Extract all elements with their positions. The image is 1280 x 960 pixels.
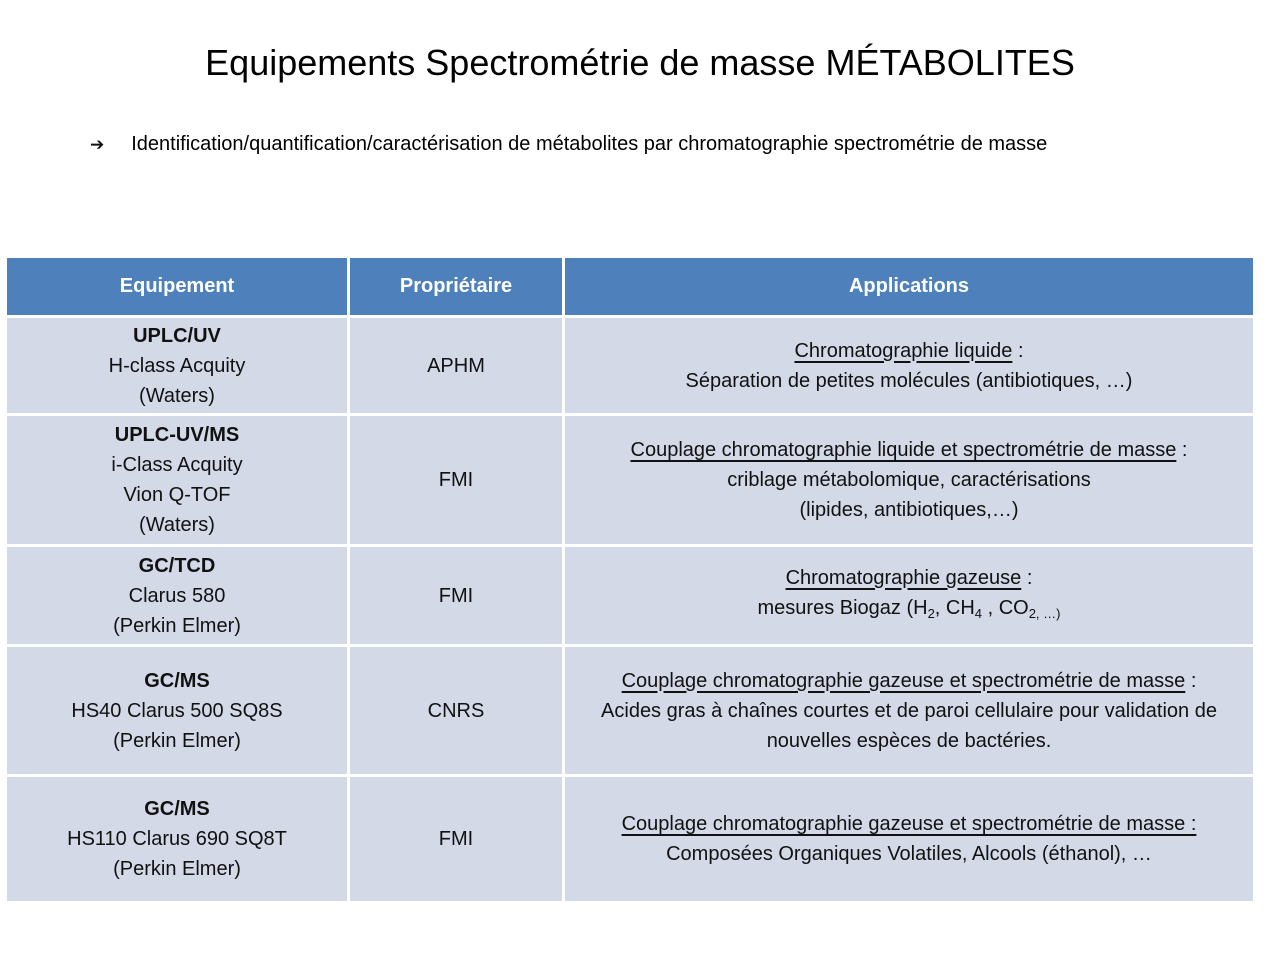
cell-applications <box>564 317 1255 415</box>
table-row <box>6 646 1255 776</box>
text-segment: 4 <box>974 605 983 621</box>
text-segment: : <box>1185 669 1197 692</box>
equipment-detail-line: (Perkin Elmer) <box>113 729 241 752</box>
cell-equipment <box>6 646 349 776</box>
application-line <box>575 839 1243 869</box>
table-row <box>6 317 1255 415</box>
text-segment: Chromatographie liquide <box>794 339 1013 362</box>
col-header-applications: Applications <box>564 257 1255 317</box>
application-line <box>575 336 1243 366</box>
table-header <box>6 257 1255 317</box>
text-segment: Couplage chromatographie gazeuse et spectrométrie de masse : <box>621 813 1197 835</box>
equipment-detail-line: (Perkin Elmer) <box>113 614 241 637</box>
text-segment: : <box>1021 566 1033 589</box>
application-line <box>575 366 1243 396</box>
cell-applications <box>564 646 1255 776</box>
cell-owner: FMI <box>349 776 564 903</box>
cell-equipment <box>6 317 349 415</box>
equipment-detail-line: (Waters) <box>139 384 215 407</box>
application-line <box>575 563 1243 593</box>
application-line <box>575 465 1243 495</box>
equipment-model: GC/MS <box>144 798 210 820</box>
table-row <box>6 415 1255 546</box>
equipment-model: UPLC-UV/MS <box>114 424 240 446</box>
page-title: Equipements Spectrométrie de masse MÉTABOLITES <box>205 42 1075 83</box>
equipment-model: GC/TCD <box>138 554 216 577</box>
text-segment: (lipides, antibiotiques,…) <box>799 499 1019 521</box>
application-line <box>575 809 1243 839</box>
equipment-detail-line: H-class Acquity <box>108 354 246 377</box>
application-line <box>575 696 1243 756</box>
text-segment: Acides gras à chaînes courtes et de paroi cellulaire pour validation de nouvelles espèces de bactéries. <box>601 699 1217 752</box>
text-segment: criblage métabolomique, caractérisations <box>727 469 1091 491</box>
cell-equipment <box>6 546 349 646</box>
equipment-table <box>4 255 1256 904</box>
cell-owner: FMI <box>349 546 564 646</box>
table-row <box>6 546 1255 646</box>
table-row <box>6 776 1255 903</box>
arrow-bullet-icon: ➔ <box>90 135 105 154</box>
equipment-model: GC/MS <box>144 669 210 692</box>
text-segment: Chromatographie gazeuse <box>785 566 1022 589</box>
equipment-detail-line: (Waters) <box>139 514 215 536</box>
cell-owner: APHM <box>349 317 564 415</box>
cell-equipment <box>6 776 349 903</box>
text-segment: : <box>1176 439 1188 461</box>
text-segment: Composées Organiques Volatiles, Alcools (éthanol), … <box>666 843 1152 865</box>
bullet-item <box>90 131 1240 158</box>
text-segment: Couplage chromatographie gazeuse et spectrométrie de masse <box>621 669 1186 692</box>
text-segment: Séparation de petites molécules (antibiotiques, …) <box>685 369 1133 392</box>
text-segment: , CH <box>934 596 975 619</box>
application-line <box>575 495 1243 525</box>
application-line <box>575 435 1243 465</box>
equipment-detail-line: HS40 Clarus 500 SQ8S <box>71 699 283 722</box>
equipment-detail-line: HS110 Clarus 690 SQ8T <box>67 828 287 850</box>
application-line <box>575 666 1243 696</box>
header-row <box>6 257 1255 317</box>
equipment-detail-line: (Perkin Elmer) <box>113 858 241 880</box>
text-segment: : <box>1012 339 1024 362</box>
cell-applications <box>564 415 1255 546</box>
text-segment: , CO <box>982 596 1029 619</box>
col-header-equipment: Equipement <box>6 257 349 317</box>
equipment-detail-line: Vion Q-TOF <box>123 484 231 506</box>
equipment-model: UPLC/UV <box>133 324 221 347</box>
table-body <box>6 317 1255 903</box>
bullet-text: Identification/quantification/caractérisation de métabolites par chromatographie spectrométrie de masse <box>131 133 1048 155</box>
application-line <box>575 593 1243 629</box>
text-segment: 2 <box>927 605 935 621</box>
equipment-detail-line: Clarus 580 <box>128 584 226 607</box>
cell-owner: CNRS <box>349 646 564 776</box>
text-segment: Couplage chromatographie liquide et spectrométrie de masse <box>630 439 1177 461</box>
text-segment: mesures Biogaz (H <box>757 596 928 619</box>
text-segment: 2, …) <box>1028 605 1061 621</box>
cell-applications <box>564 546 1255 646</box>
cell-equipment <box>6 415 349 546</box>
cell-owner: FMI <box>349 415 564 546</box>
col-header-proprietaire: Propriétaire <box>349 257 564 317</box>
equipment-detail-line: i-Class Acquity <box>111 454 243 476</box>
cell-applications <box>564 776 1255 903</box>
